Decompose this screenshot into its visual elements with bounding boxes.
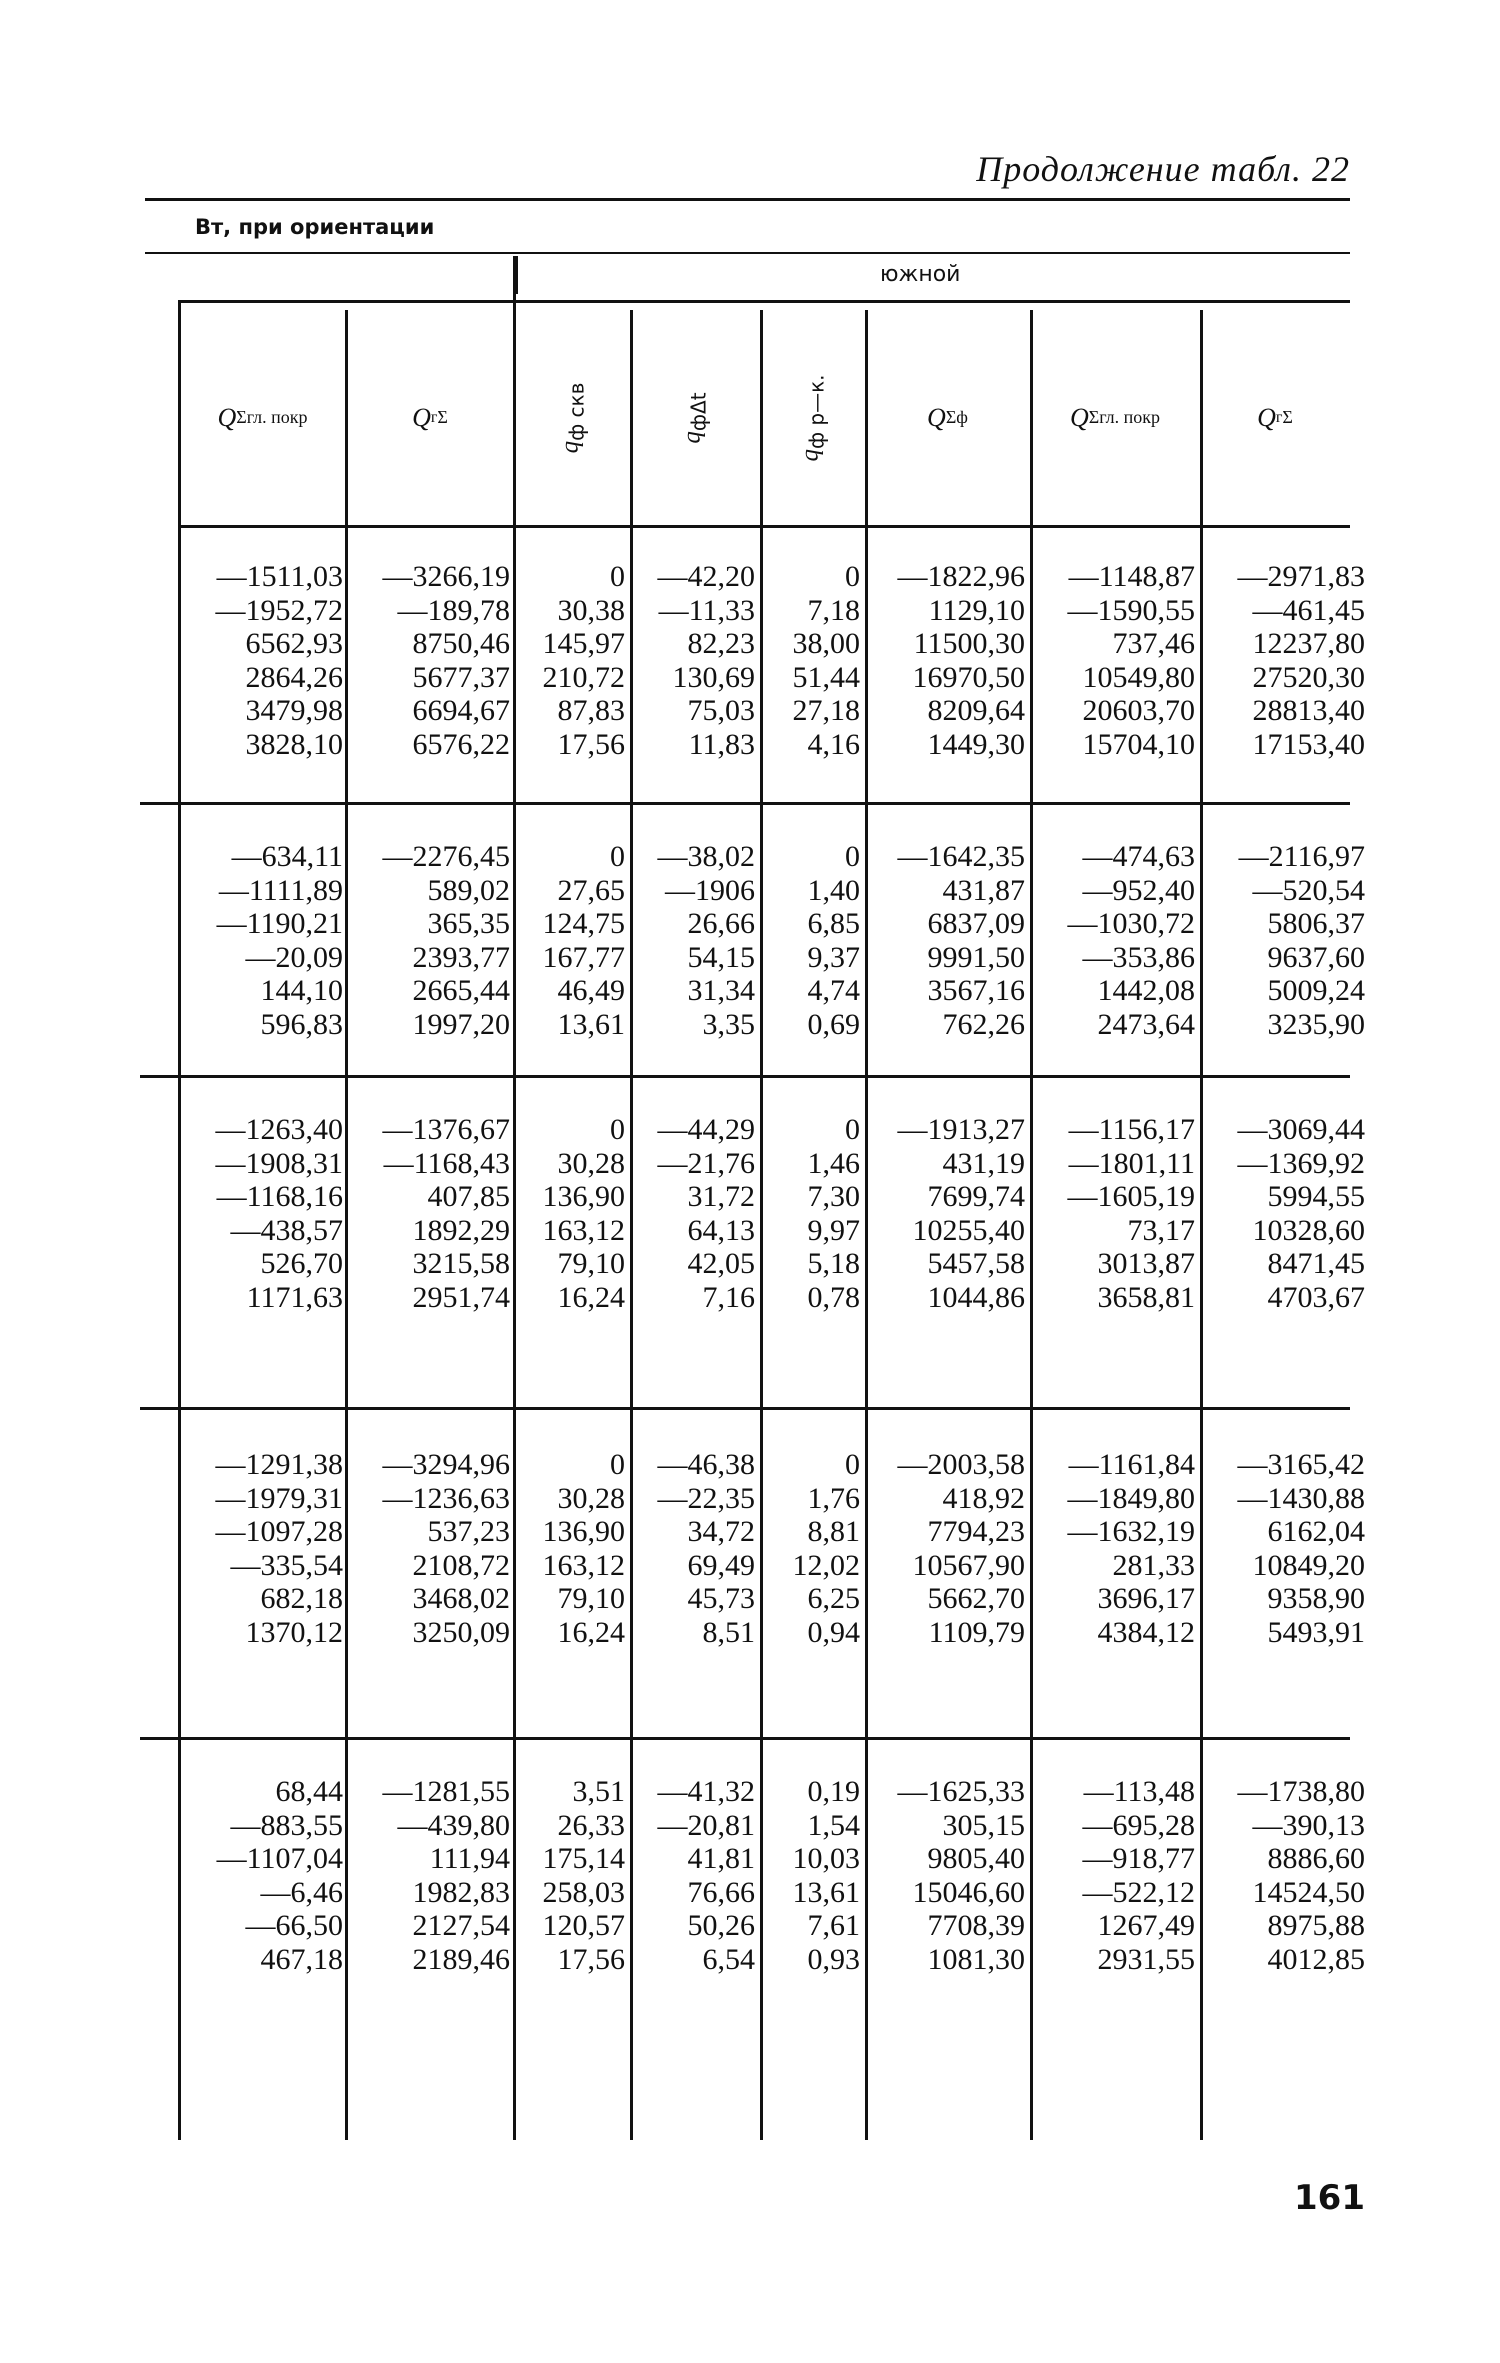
cell-q-f-skv: 16,24 xyxy=(557,1280,625,1314)
cell-q-f-rk: 0 xyxy=(845,1448,860,1481)
cell-q-sum-f: 8209,64 xyxy=(927,694,1025,727)
cell-q-sum-g-2: 12237,80 xyxy=(1252,627,1365,660)
cell-q-sum-roof-2: 281,33 xyxy=(1112,1548,1195,1582)
cell-q-f-rk: 10,03 xyxy=(792,1842,860,1875)
cell-q-f-skv: 79,10 xyxy=(557,1247,625,1280)
cell-q-sum-f: 6837,09 xyxy=(927,907,1025,940)
cell-q-sum-g-1: —1236,63 xyxy=(382,1481,510,1515)
cell-q-f-skv: 87,83 xyxy=(557,694,625,727)
cell-q-f-dt: 69,49 xyxy=(687,1548,755,1582)
cell-q-sum-g-2: 5493,91 xyxy=(1267,1615,1365,1649)
cell-q-sum-g-2: 9637,60 xyxy=(1267,940,1365,974)
cell-q-sum-f: 1081,30 xyxy=(927,1942,1025,1976)
cell-q-sum-g-1: —1168,43 xyxy=(383,1146,510,1180)
cell-q-sum-f: 1044,86 xyxy=(927,1280,1025,1314)
cell-q-f-skv: 27,65 xyxy=(557,873,625,907)
cell-q-sum-g-2: —2116,97 xyxy=(1238,840,1365,873)
cell-q-f-rk: 0,19 xyxy=(807,1775,860,1808)
cell-q-sum-g-2: 5806,37 xyxy=(1267,907,1365,940)
table-row xyxy=(0,1214,1500,1248)
cell-q-sum-roof-2: 4384,12 xyxy=(1097,1615,1195,1649)
table-row xyxy=(0,941,1500,975)
cell-q-sum-roof-1: 144,10 xyxy=(260,974,343,1007)
cell-q-f-dt: 75,03 xyxy=(687,694,755,727)
cell-q-f-skv: 210,72 xyxy=(542,660,625,694)
cell-q-sum-g-1: 2665,44 xyxy=(412,974,510,1007)
header-q-sum-f: Q Σф xyxy=(927,402,968,432)
cell-q-sum-g-1: 2393,77 xyxy=(412,940,510,974)
cell-q-sum-g-1: 111,94 xyxy=(429,1842,510,1875)
cell-q-sum-f: 431,19 xyxy=(942,1146,1025,1180)
cell-q-sum-g-2: —3069,44 xyxy=(1237,1113,1365,1146)
cell-q-f-skv: 136,90 xyxy=(542,1180,625,1213)
cell-q-f-dt: —22,35 xyxy=(657,1481,755,1515)
cell-q-sum-roof-1: —1107,04 xyxy=(216,1842,343,1875)
cell-q-f-skv: 258,03 xyxy=(542,1875,625,1909)
cell-q-f-rk: 1,40 xyxy=(807,873,860,907)
cell-q-f-dt: 45,73 xyxy=(687,1582,755,1615)
cell-q-f-dt: 64,13 xyxy=(687,1213,755,1247)
page-number: 161 xyxy=(1294,2178,1365,2218)
cell-q-sum-roof-1: —1291,38 xyxy=(215,1448,343,1481)
cell-q-f-skv: 124,75 xyxy=(542,907,625,940)
cell-q-sum-g-1: 2951,74 xyxy=(412,1280,510,1314)
header-q-sum-g-2: Q г Σ xyxy=(1257,402,1293,432)
cell-q-sum-g-1: 1997,20 xyxy=(412,1007,510,1041)
cell-q-f-rk: 6,25 xyxy=(807,1582,860,1615)
cell-q-sum-g-1: —1281,55 xyxy=(382,1775,510,1808)
cell-q-sum-g-1: —3266,19 xyxy=(382,560,510,593)
top-rule xyxy=(145,198,1350,201)
cell-q-f-dt: 31,72 xyxy=(687,1180,755,1213)
cell-q-f-skv: 3,51 xyxy=(572,1775,625,1808)
cell-q-sum-f: 9991,50 xyxy=(927,940,1025,974)
table-row xyxy=(0,1842,1500,1876)
cell-q-sum-roof-1: —1111,89 xyxy=(218,873,343,907)
cell-q-sum-roof-1: 6562,93 xyxy=(245,627,343,660)
cell-q-sum-roof-2: 2473,64 xyxy=(1097,1007,1195,1041)
cell-q-sum-roof-1: —1511,03 xyxy=(216,560,343,593)
cell-q-sum-roof-2: —1030,72 xyxy=(1067,907,1195,940)
cell-q-sum-g-2: —1738,80 xyxy=(1237,1775,1365,1808)
cell-q-f-skv: 26,33 xyxy=(557,1808,625,1842)
cell-q-sum-roof-1: 526,70 xyxy=(260,1247,343,1280)
cell-q-f-skv: 120,57 xyxy=(542,1909,625,1942)
cell-q-sum-roof-2: 737,46 xyxy=(1112,627,1195,660)
cell-q-sum-g-2: 4012,85 xyxy=(1267,1942,1365,1976)
cell-q-sum-roof-2: 3658,81 xyxy=(1097,1280,1195,1314)
cell-q-f-dt: 54,15 xyxy=(687,940,755,974)
cell-q-sum-roof-1: 1171,63 xyxy=(246,1280,343,1314)
table-row xyxy=(0,1616,1500,1650)
cell-q-sum-g-1: —439,80 xyxy=(397,1808,510,1842)
cell-q-sum-roof-1: —1952,72 xyxy=(215,593,343,627)
cell-q-sum-roof-2: —1605,19 xyxy=(1067,1180,1195,1213)
cell-q-sum-g-2: 8886,60 xyxy=(1267,1842,1365,1875)
header-q-f-dt: $q_{ф\Delta t}$ xyxy=(679,391,711,444)
cell-q-sum-g-2: —390,13 xyxy=(1252,1808,1365,1842)
table-row xyxy=(0,1113,1500,1147)
header-q-sum-roof-2: Q Σгл. покр xyxy=(1069,402,1161,432)
header-q-f-skv: $q_{ф скв}$ xyxy=(556,382,589,453)
cell-q-sum-g-1: —3294,96 xyxy=(382,1448,510,1481)
cell-q-sum-roof-2: —1632,19 xyxy=(1067,1515,1195,1548)
cell-q-sum-roof-2: —353,86 xyxy=(1082,940,1195,974)
cell-q-sum-f: 305,15 xyxy=(942,1808,1025,1842)
cell-q-sum-f: 1109,79 xyxy=(928,1615,1025,1649)
cell-q-f-dt: —41,32 xyxy=(657,1775,755,1808)
cell-q-sum-g-2: 28813,40 xyxy=(1252,694,1365,727)
cell-q-f-rk: 5,18 xyxy=(807,1247,860,1280)
cell-q-sum-roof-2: 10549,80 xyxy=(1082,660,1195,694)
cell-q-sum-f: 3567,16 xyxy=(927,974,1025,1007)
cell-q-sum-roof-1: —1097,28 xyxy=(215,1515,343,1548)
cell-q-sum-roof-2: —1590,55 xyxy=(1067,593,1195,627)
cell-q-sum-g-1: 365,35 xyxy=(427,907,510,940)
cell-q-sum-g-1: 2189,46 xyxy=(412,1942,510,1976)
units-rule xyxy=(145,252,1350,254)
cell-q-sum-f: 1449,30 xyxy=(927,727,1025,761)
cell-q-f-dt: —44,29 xyxy=(657,1113,755,1146)
cell-q-sum-g-1: 5677,37 xyxy=(412,660,510,694)
cell-q-sum-f: 9805,40 xyxy=(927,1842,1025,1875)
table-row xyxy=(0,840,1500,874)
cell-q-f-dt: 130,69 xyxy=(672,660,755,694)
table-row xyxy=(0,1247,1500,1281)
cell-q-f-rk: 0,94 xyxy=(807,1615,860,1649)
table-row xyxy=(0,1775,1500,1809)
table-row xyxy=(0,1876,1500,1910)
cell-q-sum-g-1: —1376,67 xyxy=(382,1113,510,1146)
cell-q-sum-roof-2: —1849,80 xyxy=(1067,1481,1195,1515)
cell-q-sum-f: —1913,27 xyxy=(897,1113,1025,1146)
cell-q-sum-g-2: 27520,30 xyxy=(1252,660,1365,694)
cell-q-sum-roof-2: —695,28 xyxy=(1082,1808,1195,1842)
cell-q-sum-g-1: 3250,09 xyxy=(412,1615,510,1649)
header-q-sum-roof-1: Q Σгл. покр xyxy=(217,402,308,432)
table-row xyxy=(0,1809,1500,1843)
table-row xyxy=(0,1909,1500,1943)
cell-q-sum-roof-1: —1263,40 xyxy=(215,1113,343,1146)
cell-q-f-skv: 136,90 xyxy=(542,1515,625,1548)
cell-q-sum-roof-2: —1156,17 xyxy=(1068,1113,1195,1146)
cell-q-sum-roof-2: 3013,87 xyxy=(1097,1247,1195,1280)
cell-q-sum-f: —2003,58 xyxy=(897,1448,1025,1481)
cell-q-sum-g-1: 589,02 xyxy=(427,873,510,907)
cell-q-f-rk: 0,93 xyxy=(807,1942,860,1976)
cell-q-f-dt: —20,81 xyxy=(657,1808,755,1842)
cell-q-sum-g-1: 1892,29 xyxy=(412,1213,510,1247)
cell-q-f-dt: —11,33 xyxy=(658,593,755,627)
table-row xyxy=(0,974,1500,1008)
cell-q-sum-f: 10567,90 xyxy=(912,1548,1025,1582)
cell-q-sum-g-2: 5009,24 xyxy=(1267,974,1365,1007)
cell-q-sum-g-2: —3165,42 xyxy=(1237,1448,1365,1481)
cell-q-sum-roof-2: 73,17 xyxy=(1127,1213,1195,1247)
cell-q-f-dt: 6,54 xyxy=(702,1942,755,1976)
cell-q-f-rk: 6,85 xyxy=(807,907,860,940)
cell-q-f-rk: 1,54 xyxy=(807,1808,860,1842)
cell-q-sum-g-2: —2971,83 xyxy=(1237,560,1365,593)
header-q-f-rk: $q_{ф р—к.}$ xyxy=(796,373,829,462)
cell-q-sum-g-2: 17153,40 xyxy=(1252,727,1365,761)
cell-q-f-rk: 0,78 xyxy=(807,1280,860,1314)
cell-q-f-rk: 8,81 xyxy=(807,1515,860,1548)
cell-q-sum-f: 11500,30 xyxy=(913,627,1025,660)
cell-q-sum-roof-2: —918,77 xyxy=(1082,1842,1195,1875)
cell-q-sum-roof-1: —883,55 xyxy=(230,1808,343,1842)
cell-q-sum-roof-1: 1370,12 xyxy=(245,1615,343,1649)
cell-q-f-skv: 0 xyxy=(610,1448,625,1481)
cell-q-sum-g-2: —1430,88 xyxy=(1237,1481,1365,1515)
cell-q-f-rk: 0 xyxy=(845,560,860,593)
cell-q-f-dt: 7,16 xyxy=(702,1280,755,1314)
cell-q-sum-roof-1: —335,54 xyxy=(230,1548,343,1582)
cell-q-sum-roof-2: —474,63 xyxy=(1082,840,1195,873)
cell-q-f-rk: 51,44 xyxy=(792,660,860,694)
cell-q-f-skv: 30,28 xyxy=(557,1146,625,1180)
cell-q-sum-g-2: 8471,45 xyxy=(1267,1247,1365,1280)
cell-q-sum-f: 5662,70 xyxy=(927,1582,1025,1615)
cell-q-sum-g-1: 6694,67 xyxy=(412,694,510,727)
cell-q-sum-f: 431,87 xyxy=(942,873,1025,907)
table-row xyxy=(0,1008,1500,1042)
cell-q-sum-g-2: 6162,04 xyxy=(1267,1515,1365,1548)
group-separator xyxy=(140,802,1350,805)
cell-q-sum-f: 1129,10 xyxy=(928,593,1025,627)
cell-q-f-rk: 9,97 xyxy=(807,1213,860,1247)
table-row xyxy=(0,1448,1500,1482)
table-row xyxy=(0,1943,1500,1977)
cell-q-sum-f: 7699,74 xyxy=(927,1180,1025,1213)
table-row xyxy=(0,1482,1500,1516)
cell-q-f-dt: 26,66 xyxy=(687,907,755,940)
cell-q-sum-roof-1: —6,46 xyxy=(260,1875,343,1909)
cell-q-sum-g-1: —2276,45 xyxy=(382,840,510,873)
cell-q-sum-f: 7708,39 xyxy=(927,1909,1025,1942)
cell-q-f-rk: 7,61 xyxy=(807,1909,860,1942)
cell-q-f-dt: —21,76 xyxy=(657,1146,755,1180)
cell-q-sum-g-2: 14524,50 xyxy=(1252,1875,1365,1909)
cell-q-sum-roof-2: 3696,17 xyxy=(1097,1582,1195,1615)
header-q-sum-g-1: Q г Σ xyxy=(412,402,448,432)
table-row xyxy=(0,661,1500,695)
cell-q-f-rk: 1,76 xyxy=(807,1481,860,1515)
table-row xyxy=(0,907,1500,941)
cell-q-sum-roof-1: 68,44 xyxy=(275,1775,343,1808)
cell-q-f-dt: 3,35 xyxy=(702,1007,755,1041)
cell-q-f-skv: 163,12 xyxy=(542,1548,625,1582)
table-row xyxy=(0,594,1500,628)
header-bottom-rule xyxy=(180,525,1350,528)
cell-q-f-skv: 167,77 xyxy=(542,940,625,974)
group-separator xyxy=(140,1407,1350,1410)
cell-q-sum-roof-1: —66,50 xyxy=(245,1909,343,1942)
cell-q-sum-g-1: 1982,83 xyxy=(412,1875,510,1909)
cell-q-f-skv: 13,61 xyxy=(557,1007,625,1041)
table-row xyxy=(0,1582,1500,1616)
table-row xyxy=(0,1515,1500,1549)
cell-q-f-skv: 17,56 xyxy=(557,727,625,761)
cell-q-sum-g-2: —1369,92 xyxy=(1237,1146,1365,1180)
cell-q-sum-roof-2: —113,48 xyxy=(1083,1775,1195,1808)
table-row xyxy=(0,728,1500,762)
cell-q-sum-roof-2: 15704,10 xyxy=(1082,727,1195,761)
cell-q-sum-f: —1822,96 xyxy=(897,560,1025,593)
table-row xyxy=(0,1180,1500,1214)
cell-q-sum-g-1: 3468,02 xyxy=(412,1582,510,1615)
cell-q-f-dt: 31,34 xyxy=(687,974,755,1007)
cell-q-sum-f: —1625,33 xyxy=(897,1775,1025,1808)
table-row xyxy=(0,1549,1500,1583)
cell-q-sum-f: —1642,35 xyxy=(897,840,1025,873)
cell-q-sum-g-2: 3235,90 xyxy=(1267,1007,1365,1041)
cell-q-f-rk: 38,00 xyxy=(792,627,860,660)
cell-q-sum-roof-2: 20603,70 xyxy=(1082,694,1195,727)
table-row xyxy=(0,694,1500,728)
cell-q-f-rk: 0 xyxy=(845,840,860,873)
cell-q-sum-roof-2: —952,40 xyxy=(1082,873,1195,907)
cell-q-sum-roof-1: —438,57 xyxy=(230,1213,343,1247)
cell-q-sum-roof-1: 596,83 xyxy=(260,1007,343,1041)
cell-q-sum-f: 10255,40 xyxy=(912,1213,1025,1247)
cell-q-f-rk: 12,02 xyxy=(792,1548,860,1582)
cell-q-sum-f: 762,26 xyxy=(942,1007,1025,1041)
cell-q-sum-roof-2: 2931,55 xyxy=(1097,1942,1195,1976)
cell-q-sum-roof-2: —1801,11 xyxy=(1068,1146,1195,1180)
cell-q-sum-roof-2: —1161,84 xyxy=(1068,1448,1195,1481)
cell-q-sum-g-1: 3215,58 xyxy=(412,1247,510,1280)
cell-q-f-skv: 0 xyxy=(610,1113,625,1146)
cell-q-sum-roof-2: —1148,87 xyxy=(1068,560,1195,593)
cell-q-f-rk: 4,16 xyxy=(807,727,860,761)
cell-q-f-skv: 17,56 xyxy=(557,1942,625,1976)
cell-q-f-skv: 0 xyxy=(610,560,625,593)
cell-q-f-dt: —1906 xyxy=(665,873,755,907)
cell-q-sum-g-1: 8750,46 xyxy=(412,627,510,660)
cell-q-sum-roof-1: 467,18 xyxy=(260,1942,343,1976)
cell-q-sum-roof-1: —1168,16 xyxy=(216,1180,343,1213)
table-row xyxy=(0,560,1500,594)
cell-q-sum-roof-1: —20,09 xyxy=(245,940,343,974)
cell-q-f-dt: 11,83 xyxy=(688,727,755,761)
table-row xyxy=(0,1147,1500,1181)
cell-q-f-dt: —38,02 xyxy=(657,840,755,873)
cell-q-sum-g-2: 10328,60 xyxy=(1252,1213,1365,1247)
cell-q-sum-g-1: 537,23 xyxy=(427,1515,510,1548)
cell-q-sum-f: 418,92 xyxy=(942,1481,1025,1515)
cell-q-sum-roof-1: 2864,26 xyxy=(245,660,343,694)
cell-q-sum-roof-1: 3828,10 xyxy=(245,727,343,761)
cell-q-sum-roof-2: 1267,49 xyxy=(1097,1909,1195,1942)
cell-q-f-skv: 163,12 xyxy=(542,1213,625,1247)
cell-q-sum-g-2: 10849,20 xyxy=(1252,1548,1365,1582)
cell-q-f-skv: 145,97 xyxy=(542,627,625,660)
cell-q-sum-roof-1: —1190,21 xyxy=(216,907,343,940)
table-row xyxy=(0,874,1500,908)
cell-q-sum-g-1: 2127,54 xyxy=(412,1909,510,1942)
cell-q-f-rk: 1,46 xyxy=(807,1146,860,1180)
cell-q-f-skv: 175,14 xyxy=(542,1842,625,1875)
cell-q-f-skv: 30,28 xyxy=(557,1481,625,1515)
cell-q-f-rk: 27,18 xyxy=(792,694,860,727)
cell-q-sum-f: 5457,58 xyxy=(927,1247,1025,1280)
cell-q-f-rk: 0,69 xyxy=(807,1007,860,1041)
table-caption: Продолжение табл. 22 xyxy=(976,149,1350,189)
cell-q-f-skv: 79,10 xyxy=(557,1582,625,1615)
cell-q-f-rk: 7,18 xyxy=(807,593,860,627)
table-row xyxy=(0,1281,1500,1315)
group-separator xyxy=(140,1075,1350,1078)
cell-q-sum-g-2: —461,45 xyxy=(1252,593,1365,627)
cell-q-sum-g-2: 5994,55 xyxy=(1267,1180,1365,1213)
cell-q-sum-g-1: 407,85 xyxy=(427,1180,510,1213)
cell-q-f-dt: —42,20 xyxy=(657,560,755,593)
subheader-rule xyxy=(180,300,1350,303)
cell-q-f-dt: 8,51 xyxy=(702,1615,755,1649)
cell-q-f-rk: 7,30 xyxy=(807,1180,860,1213)
cell-q-f-dt: 82,23 xyxy=(687,627,755,660)
cell-q-f-dt: 76,66 xyxy=(687,1875,755,1909)
cell-q-sum-g-1: 6576,22 xyxy=(412,727,510,761)
units-label: Вт, при ориентации xyxy=(195,215,435,239)
cell-q-sum-roof-1: —634,11 xyxy=(231,840,343,873)
cell-q-sum-roof-2: —522,12 xyxy=(1082,1875,1195,1909)
table-row xyxy=(0,627,1500,661)
cell-q-sum-roof-1: 3479,98 xyxy=(245,694,343,727)
cell-q-f-dt: 34,72 xyxy=(687,1515,755,1548)
cell-q-f-skv: 46,49 xyxy=(557,974,625,1007)
cell-q-f-dt: 42,05 xyxy=(687,1247,755,1280)
cell-q-sum-g-2: 4703,67 xyxy=(1267,1280,1365,1314)
cell-q-f-rk: 4,74 xyxy=(807,974,860,1007)
cell-q-f-skv: 0 xyxy=(610,840,625,873)
cell-q-f-skv: 16,24 xyxy=(557,1615,625,1649)
orientation-label: южной xyxy=(880,262,961,287)
cell-q-f-rk: 9,37 xyxy=(807,940,860,974)
cell-q-sum-g-1: 2108,72 xyxy=(412,1548,510,1582)
cell-q-f-rk: 0 xyxy=(845,1113,860,1146)
cell-q-sum-f: 7794,23 xyxy=(927,1515,1025,1548)
cell-q-sum-g-2: —520,54 xyxy=(1252,873,1365,907)
cell-q-sum-f: 15046,60 xyxy=(912,1875,1025,1909)
cell-q-f-dt: 50,26 xyxy=(687,1909,755,1942)
cell-q-f-rk: 13,61 xyxy=(792,1875,860,1909)
cell-q-sum-g-2: 9358,90 xyxy=(1267,1582,1365,1615)
cell-q-sum-roof-2: 1442,08 xyxy=(1097,974,1195,1007)
cell-q-sum-f: 16970,50 xyxy=(912,660,1025,694)
cell-q-f-dt: 41,81 xyxy=(687,1842,755,1875)
cell-q-sum-g-2: 8975,88 xyxy=(1267,1909,1365,1942)
cell-q-f-dt: —46,38 xyxy=(657,1448,755,1481)
group-separator xyxy=(140,1737,1350,1740)
cell-q-sum-roof-1: —1979,31 xyxy=(215,1481,343,1515)
cell-q-sum-roof-1: —1908,31 xyxy=(215,1146,343,1180)
cell-q-f-skv: 30,38 xyxy=(557,593,625,627)
cell-q-sum-roof-1: 682,18 xyxy=(260,1582,343,1615)
cell-q-sum-g-1: —189,78 xyxy=(397,593,510,627)
